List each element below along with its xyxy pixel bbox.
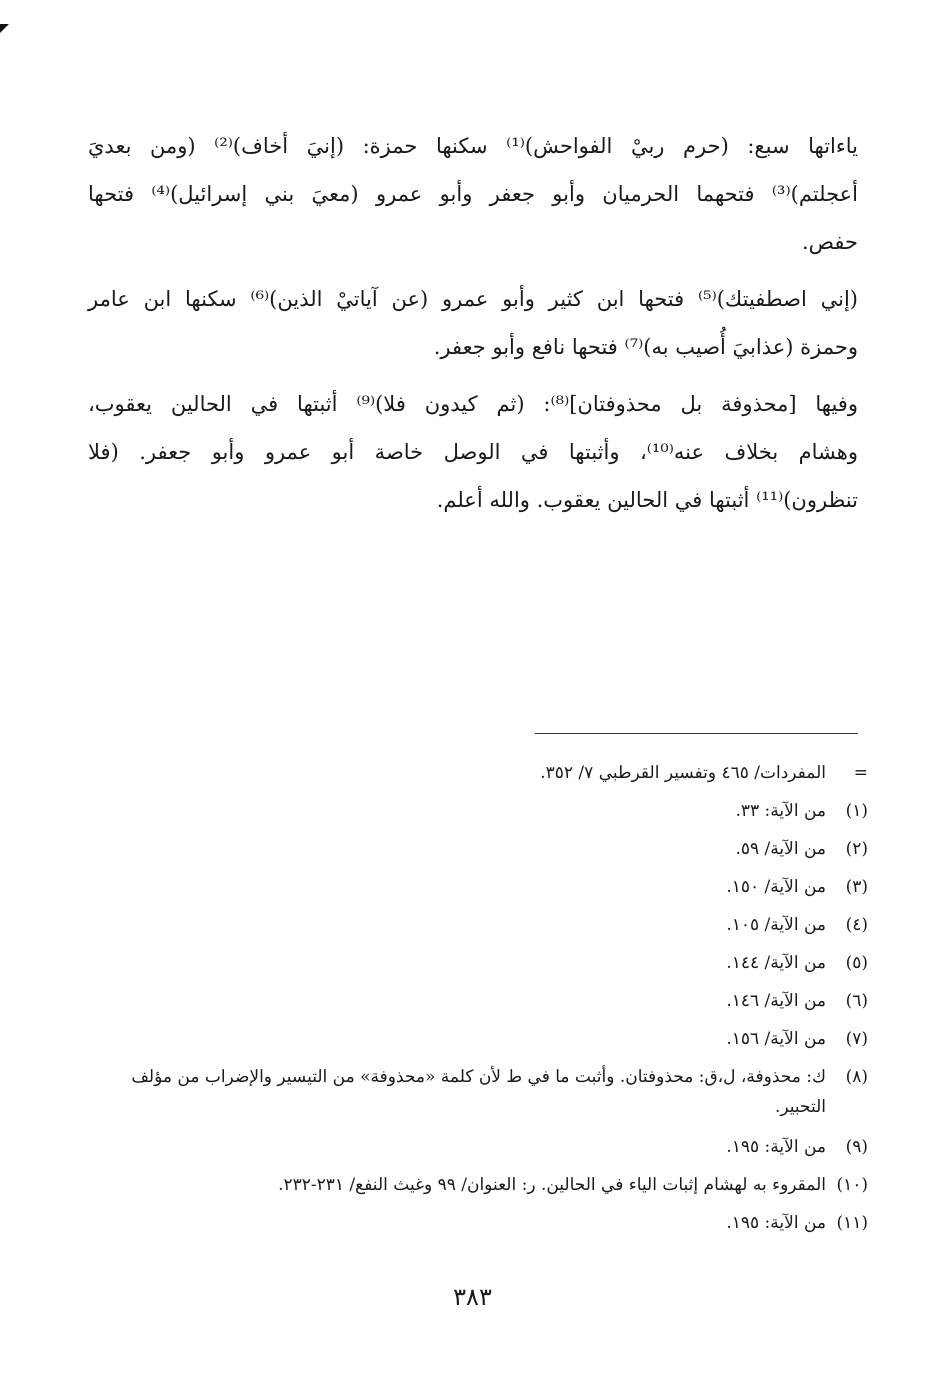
main-text [88,122,858,533]
footnote-number: (٣) [845,877,868,897]
footnote-number: (٥) [845,953,868,973]
footnote [98,944,868,982]
footnote [98,906,868,944]
footnote-number: (٩) [845,1137,868,1157]
paragraph [88,275,858,371]
footnote-marker: = [853,763,868,783]
footnote [98,1204,868,1242]
text-line: وحمزة (عذابيَ أُصيب به)⁽⁷⁾ فتحها نافع وأبو جعفر. [433,335,858,359]
footnote-number: (١) [845,801,868,821]
footnote [98,792,868,830]
footnote-text: من الآية: ١٩٥. [726,1137,826,1157]
footnote-number: (١١) [836,1213,868,1233]
paragraph [88,122,858,266]
footnote-text: من الآية/ ١٤٤. [726,953,826,973]
text-line: وفيها [محذوفة بل محذوفتان]⁽⁸⁾: (ثم كيدون فلا)⁽⁹⁾ أثبتها في الحالين يعقوب، [88,392,858,416]
footnote-text: المقروء به لهشام إثبات الياء في الحالين. ر: العنوان/ ٩٩ وغيث النفع/ ٢٣١-٢٣٢. [278,1175,826,1195]
footnote-text: من الآية: ٣٣. [735,801,826,821]
footnote-text: من الآية/ ١٠٥. [726,915,826,935]
footnotes [98,754,868,1242]
text-line: وهشام بخلاف عنه⁽¹⁰⁾، وأثبتها في الوصل خاصة أبو عمرو وأبو جعفر. (فلا [88,440,858,464]
footnote-text: ك: محذوفة، ل،ق: محذوفتان. وأثبت ما في ط لأن كلمة «محذوفة» من التيسير والإضراب من مؤلف التحبير. [131,1067,826,1117]
text-line: أعجلتم)⁽³⁾ فتحهما الحرميان وأبو جعفر وأبو عمرو (معيَ بني إسرائيل)⁽⁴⁾ فتحها [88,182,859,206]
footnote [98,1062,868,1122]
footnote-number: (٦) [845,991,868,1011]
text-line: تنظرون)⁽¹¹⁾ أثبتها في الحالين يعقوب. والله أعلم. [436,488,858,512]
footnote [98,1020,868,1058]
footnote-number: (١٠) [836,1175,868,1195]
footnote [98,830,868,868]
paragraph [88,380,858,524]
footnote-text: من الآية/ ١٥٦. [726,1029,826,1049]
text-line: حفص. [801,230,858,254]
footnote [98,1166,868,1204]
footnote [98,982,868,1020]
footnote [98,868,868,906]
text-line: (إني اصطفيتك)⁽⁵⁾ فتحها ابن كثير وأبو عمرو (عن آياتيْ الذين)⁽⁶⁾ سكنها ابن عامر [88,287,858,311]
footnote-number: (٤) [845,915,868,935]
footnote-continuation [98,754,868,792]
footnote [98,1128,868,1166]
footnote-number: (٢) [845,839,868,859]
footnote-divider [535,733,858,734]
footnote-text: المفردات/ ٤٦٥ وتفسير القرطبي ٧/ ٣٥٢. [540,763,826,783]
footnote-number: (٨) [845,1067,868,1087]
text-line: ياءاتها سبع: (حرم ربيْ الفواحش)⁽¹⁾ سكنها حمزة: (إنيَ أخاف)⁽²⁾ (ومن بعديَ [88,134,858,158]
footnote-text: من الآية: ١٩٥. [726,1213,826,1233]
footnote-number: (٧) [845,1029,868,1049]
corner-mark [0,24,9,33]
page-number: ٣٨٣ [453,1283,492,1311]
footnote-text: من الآية/ ٥٩. [735,839,826,859]
footnote-text: من الآية/ ١٥٠. [726,877,826,897]
footnote-text: من الآية/ ١٤٦. [726,991,826,1011]
